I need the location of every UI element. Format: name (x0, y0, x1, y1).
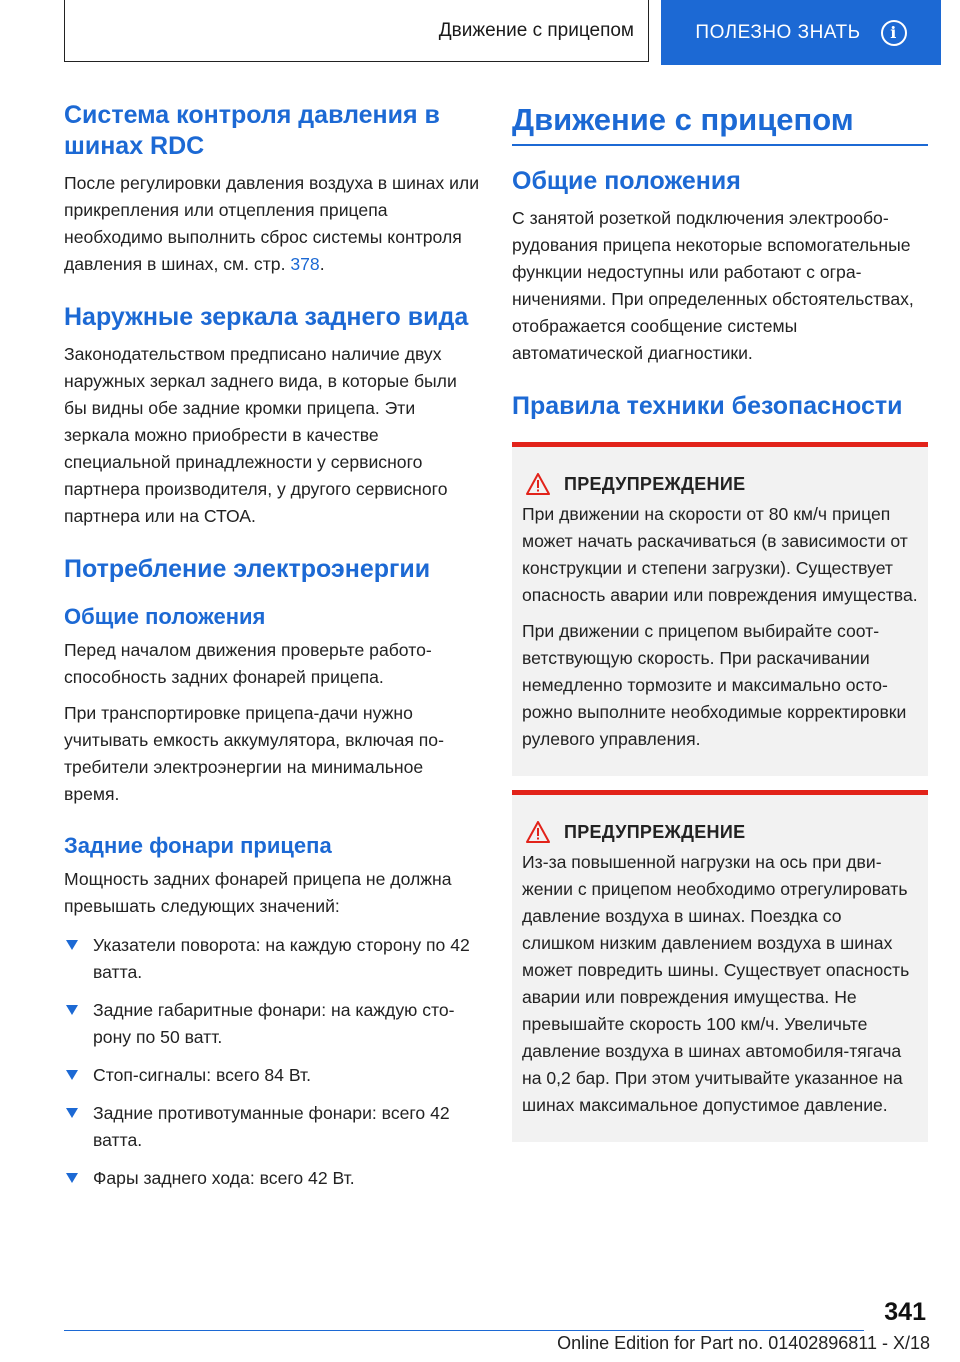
lights-heading: Задние фонари прицепа (64, 833, 332, 858)
warning-text-2: При движении с прицепом выбирайте соответствующую скорость. При раскачивании немедленно тормозите и максимально осторожно выполните необходимые корректировки рулевого управления. (522, 621, 907, 749)
power-heading: Потребление электроэнергии (64, 555, 431, 583)
lights-list (64, 932, 482, 1192)
left-column (64, 100, 482, 1216)
page-link[interactable]: 378 (290, 254, 320, 274)
section-title: Движение с прицепом (438, 19, 634, 41)
power-general-heading: Общие положения (64, 604, 266, 629)
lights-section (64, 832, 482, 1192)
triangle-bullet-icon (66, 1070, 78, 1080)
list-item: Стоп-сигналы: всего 84 Вт. (64, 1062, 482, 1089)
chapter-title-block (512, 100, 928, 146)
warning-title: ПРЕДУПРЕЖДЕНИЕ (564, 821, 746, 842)
warning-triangle-icon (526, 821, 550, 843)
list-item: Указатели поворота: на каждую сторону по 42 ватта. (64, 932, 482, 986)
info-icon: i (881, 20, 907, 46)
triangle-bullet-icon (66, 1108, 78, 1118)
power-text-2: При транспортировке прицепа-дачи нужно учитывать емкость аккумулятора, включая потребители электроэнергии на минимальное время. (64, 703, 444, 804)
mirrors-heading: Наружные зеркала заднего вида (64, 303, 469, 331)
safety-heading: Правила техники безопасности (512, 392, 903, 420)
warning-triangle-icon (526, 473, 550, 495)
list-item: Задние противотуманные фонари: всего 42 ватта. (64, 1100, 482, 1154)
general-heading: Общие положения (512, 167, 741, 195)
triangle-bullet-icon (66, 1173, 78, 1183)
rdc-text: После регулировки давления воздуха в шинах или прикрепления или отцепления прицепа необходимо выполнить сброс системы контроля давления в шинах, см. стр. 378. (64, 173, 480, 274)
mirrors-text: Законодательством предписано наличие двух наружных зеркал заднего вида, в которые были бы видны обе задние кромки прицепа. Эти зеркала можно приобрести в качестве специальной принадлежности у сервисного партнера производителя, у другого сервисного партнера или на СТОА. (64, 344, 457, 526)
warning-header (522, 473, 918, 495)
header-section-title (64, 0, 649, 62)
rdc-section (64, 100, 482, 278)
warning-box (512, 790, 928, 1142)
lights-text: Мощность задних фонарей прицепа не должна превышать следующих значений: (64, 869, 452, 916)
warning-text-1: При движении на скорости от 80 км/ч прицеп может начать раскачиваться (в зависимости от конструкции и степени загрузки). Существует опасность аварии или повреждения имущества. (522, 504, 918, 605)
right-column (512, 100, 928, 1152)
power-section (64, 554, 482, 808)
chapter-title: Движение с прицепом (512, 102, 854, 137)
list-item: Задние габаритные фонари: на каждую сторону по 50 ватт. (64, 997, 482, 1051)
general-section (512, 166, 928, 367)
triangle-bullet-icon (66, 940, 78, 950)
warning-text-1: Из-за повышенной нагрузки на ось при движении с прицепом необходимо отрегулировать давление воздуха в шинах. Поездка со слишком низким давлением воздуха в шинах может повредить шины. Существует опасность аварии или повреждения имущества. Не превышайте скорость 100 км/ч. Увеличьте давление воздуха в шинах автомобиля-тягача на 0,2 бар. При этом учитывайте указанное на шинах максимальное допустимое давление. (522, 852, 910, 1115)
footer-divider (64, 1330, 864, 1331)
footer-edition: Online Edition for Part no. 01402896811 - X/18 (557, 1333, 930, 1353)
page-number: 341 (884, 1298, 926, 1326)
triangle-bullet-icon (66, 1005, 78, 1015)
rdc-heading: Система контроля давления в шинах RDC (64, 101, 440, 160)
good-to-know-tab[interactable] (661, 0, 941, 65)
warning-header (522, 821, 918, 843)
warning-box (512, 442, 928, 776)
general-text: С занятой розеткой подключения электрооборудования прицепа некоторые вспомогательные функции недоступны или работают с ограничениями. При определенных обстоятельствах, отображается сообщение системы автоматической диагностики. (512, 208, 914, 363)
warning-title: ПРЕДУПРЕЖДЕНИЕ (564, 473, 746, 494)
mirrors-section (64, 302, 482, 530)
power-text-1: Перед началом движения проверьте работоспособность задних фонарей прицепа. (64, 640, 432, 687)
tab-label: ПОЛЕЗНО ЗНАТЬ (695, 21, 861, 43)
list-item: Фары заднего хода: всего 42 Вт. (64, 1165, 482, 1192)
